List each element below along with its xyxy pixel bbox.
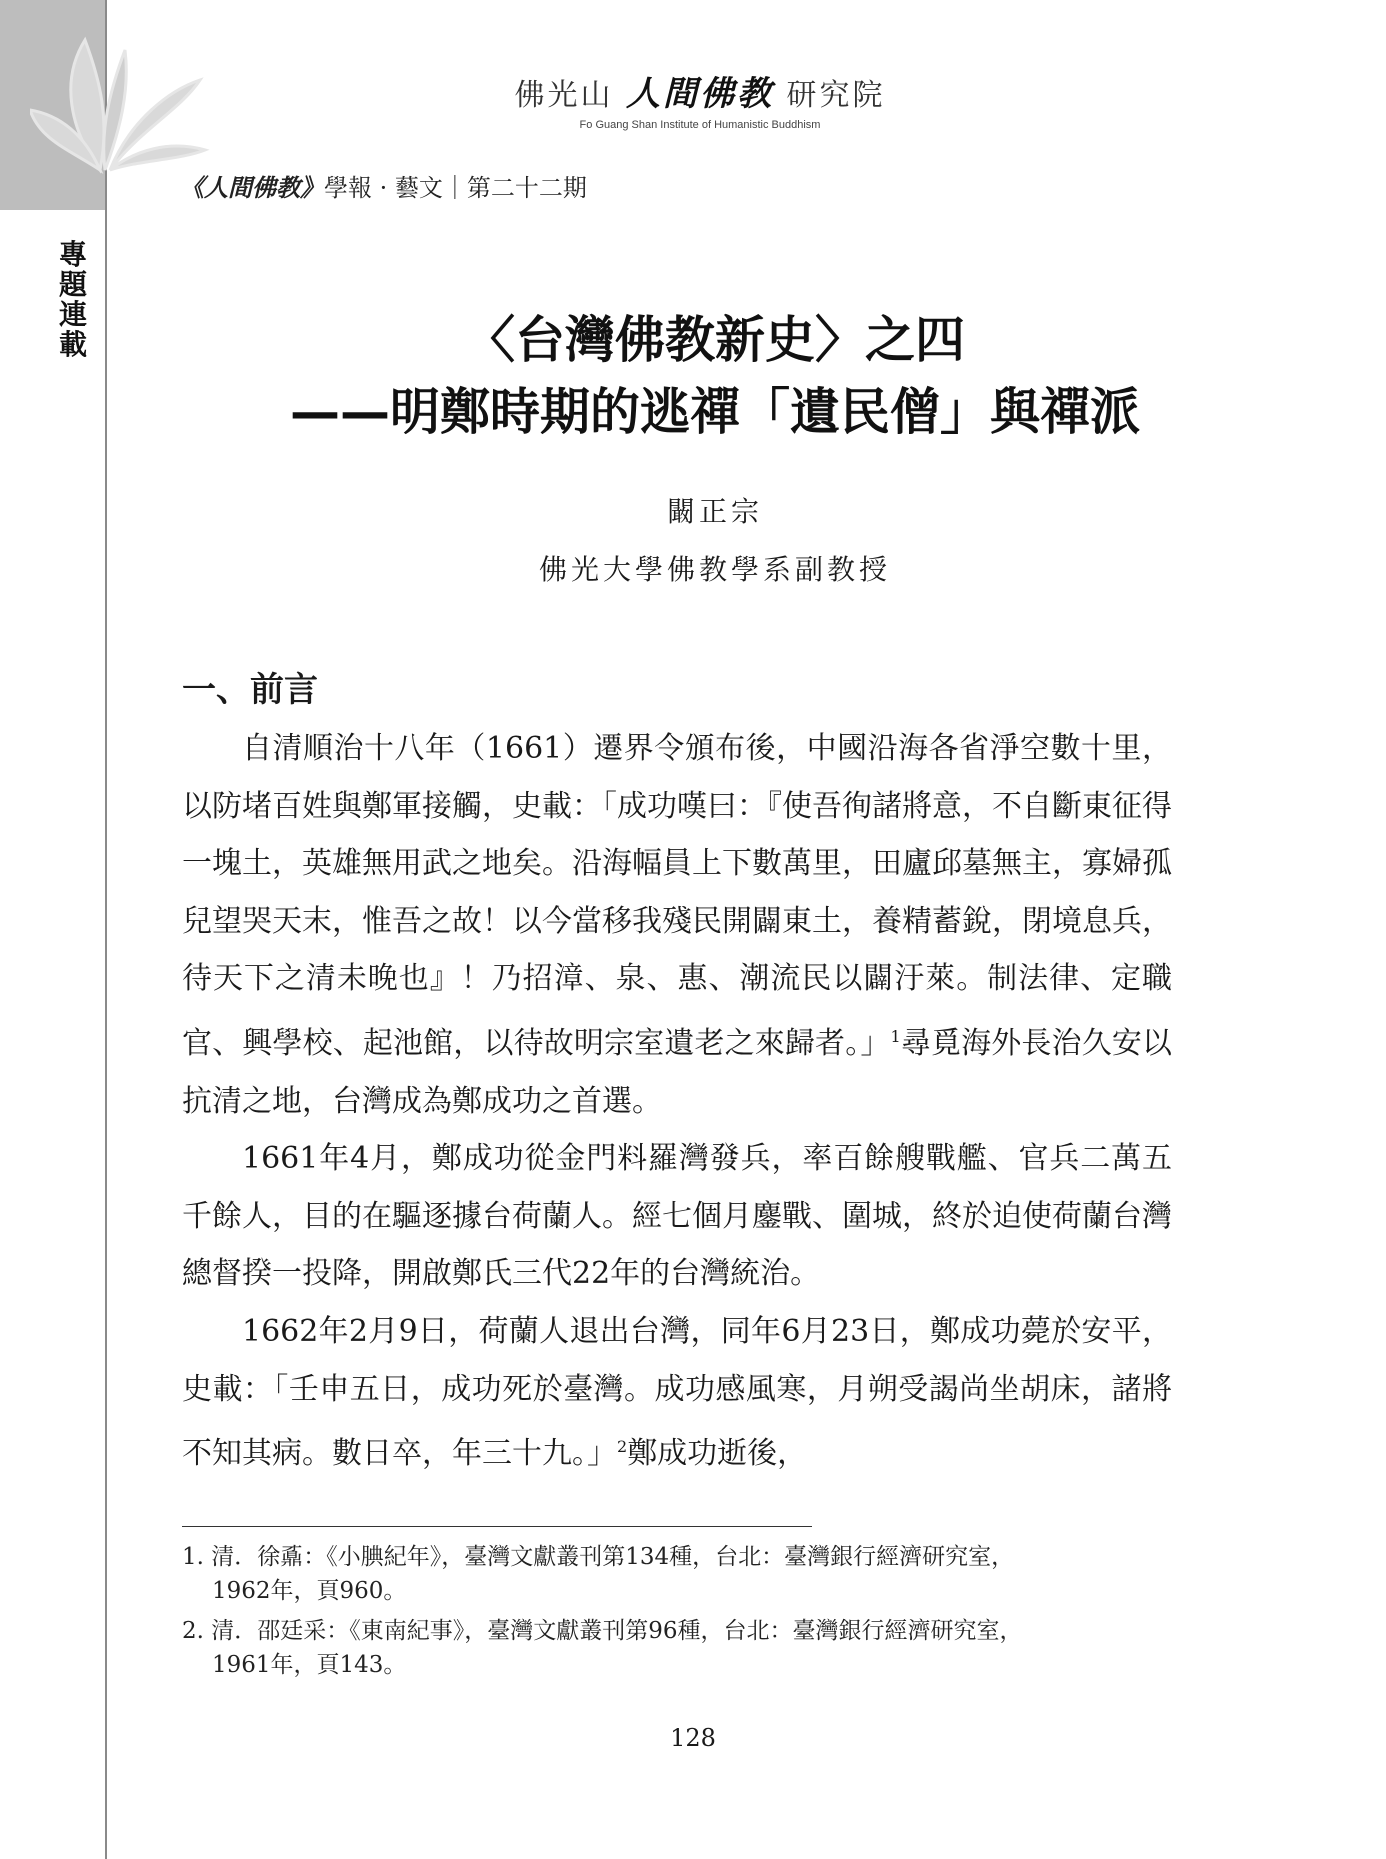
- footnote: [182, 1540, 1172, 1608]
- article-title-line1: 〈台灣佛教新史〉之四: [465, 311, 965, 369]
- section-tag-char: 載: [58, 328, 87, 361]
- institute-header: [490, 66, 910, 131]
- author-name: 闞正宗: [666, 495, 763, 528]
- section-tag-char: 連: [58, 298, 87, 331]
- paragraph-text: 1661年4月，鄭成功從金門料羅灣發兵，率百餘艘戰艦、官兵二萬五千餘人，目的在驅逐據台荷蘭人。經七個月鏖戰、圍城，終於迫使荷蘭台灣總督揆一投降，開啟鄭氏三代22年的台灣統治。: [182, 1141, 1172, 1292]
- body-text: [182, 720, 1172, 1483]
- journal-brand: 《人間佛教》: [180, 174, 324, 202]
- section-tag-vertical: [58, 240, 88, 360]
- footnote-ref[interactable]: 2: [617, 1437, 628, 1457]
- institute-brand: 人間佛教: [626, 74, 774, 114]
- footnote: [182, 1614, 1172, 1682]
- journal-running-head: [180, 168, 587, 203]
- paragraph: [182, 1130, 1172, 1303]
- footnote-text: 1. 清．徐鼒：《小腆紀年》，臺灣文獻叢刊第134種，台北：臺灣銀行經濟研究室，: [182, 1544, 1015, 1570]
- section-tag-char: 題: [58, 268, 87, 301]
- article-title-line2: ——明鄭時期的逃禪「遺民僧」與禪派: [290, 383, 1140, 441]
- journal-issue: 學報 · 藝文｜第二十二期: [324, 174, 587, 202]
- paragraph-text: 1662年2月9日，荷蘭人退出台灣，同年6月23日，鄭成功薨於安平，史載：「壬申五日，成功死於臺灣。成功感風寒，月朔受謁尚坐胡床，諸將不知其病。數日卒，年三十九。」: [182, 1313, 1172, 1472]
- paragraph: [182, 720, 1172, 1130]
- institute-prefix: 佛光山: [514, 78, 614, 113]
- section-heading: 一、前言: [182, 670, 318, 710]
- paragraph-text: 自清順治十八年（1661）遷界令頒布後，中國沿海各省淨空數十里，以防堵百姓與鄭軍接觸，史載：「成功嘆曰：『使吾徇諸將意，不自斷東征得一塊土，英雄無用武之地矣。沿海幅員上下數萬里，田廬邱墓無主，寡婦孤兒望哭天末，惟吾之故！以今當移我殘民開闢東土，養精蓄銳，閉境息兵，待天下之清未晚也』！乃招漳、泉、惠、潮流民以闢汙萊。制法律、定職官、興學校、起池館，以待故明宗室遺老之來歸者。」: [182, 731, 1172, 1061]
- footnote-text: 2. 清．邵廷采：《東南紀事》，臺灣文獻叢刊第96種，台北：臺灣銀行經濟研究室，: [182, 1618, 1023, 1644]
- institute-english: Fo Guang Shan Institute of Humanistic Buddhism: [579, 119, 821, 131]
- section-tag-char: 專: [58, 238, 87, 271]
- footnote-divider: [182, 1526, 812, 1527]
- paragraph-text: 鄭成功逝後，: [627, 1436, 808, 1472]
- paragraph: [182, 1303, 1172, 1483]
- margin-band: [0, 0, 107, 1859]
- author-affiliation: 佛光大學佛教學系副教授: [538, 553, 891, 586]
- footnote-text-cont: 1962年，頁960。: [212, 1578, 407, 1604]
- page-number: 128: [670, 1724, 716, 1752]
- footnote-text-cont: 1961年，頁143。: [212, 1652, 407, 1678]
- footnote-ref[interactable]: 1: [890, 1026, 901, 1046]
- institute-suffix: 研究院: [786, 78, 886, 113]
- paragraph-text: 尋覓海外長治久安以抗清之地，台灣成為鄭成功之首選。: [182, 1025, 1172, 1119]
